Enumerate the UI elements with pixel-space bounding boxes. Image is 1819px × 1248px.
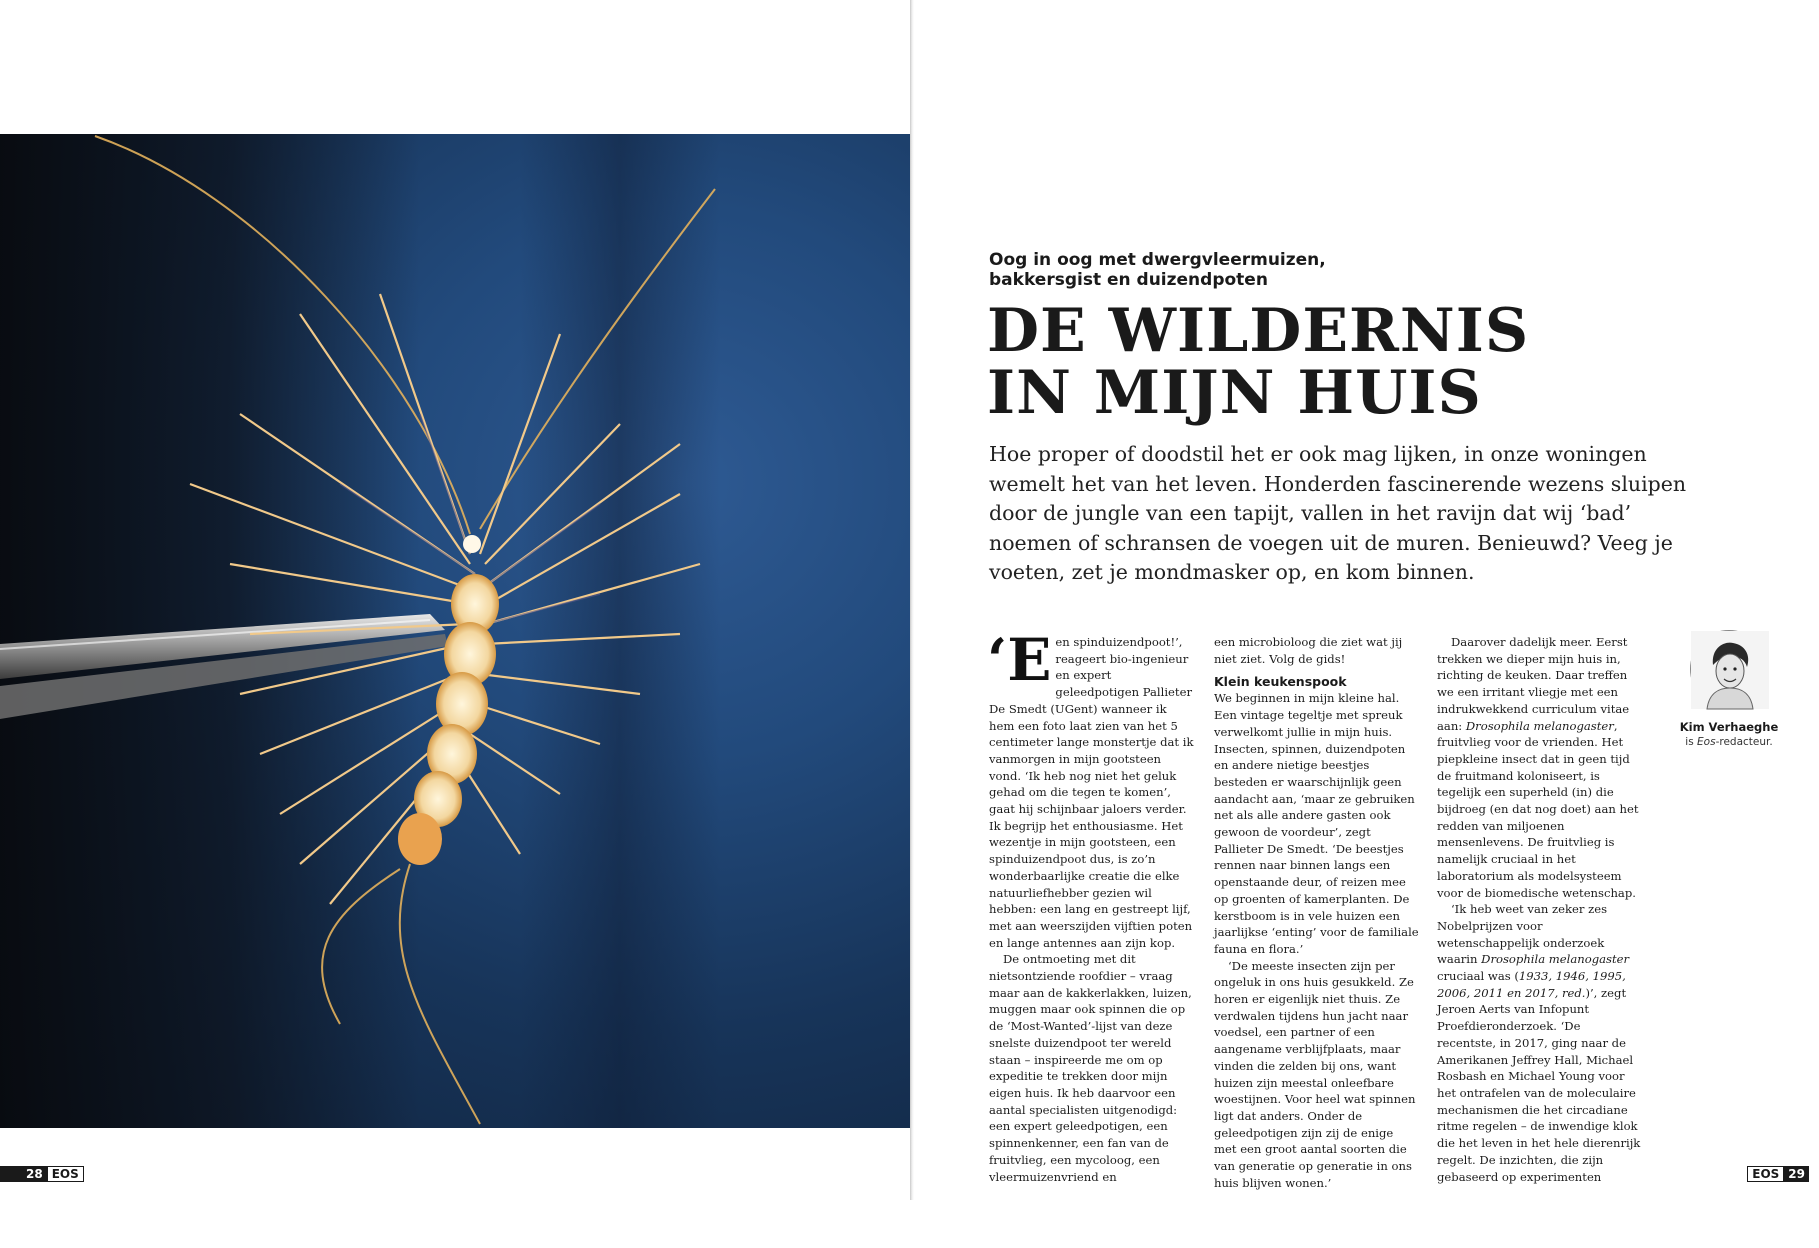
body-column-1: [987, 626, 1194, 1185]
left-page: [0, 0, 910, 1246]
text-run: is: [1685, 736, 1698, 748]
text-run: cruciaal was (: [1437, 969, 1519, 984]
folio-bar: [0, 1166, 22, 1182]
paragraph: [1437, 634, 1642, 901]
tweezers: [0, 614, 448, 719]
paragraph: een microbioloog die ziet wat jij niet ziet. Volg de gids!: [1214, 635, 1403, 666]
avatar: [1690, 630, 1768, 708]
page-number: 28: [22, 1166, 47, 1182]
right-page: [914, 0, 1819, 1200]
paragraph: [987, 626, 1194, 951]
magazine-name: EOS: [47, 1166, 84, 1182]
magazine-name: EOS: [1747, 1166, 1784, 1182]
author-box: [1654, 630, 1804, 748]
drop-cap: ‘E: [987, 626, 1052, 694]
italic-run: 1933, 1946, 1995, 2006, 2011 en 2017, red.: [1437, 969, 1626, 1000]
paragraph-text: en spinduizendpoot!’, reageert bio-ingenieur en expert geleedpotigen Pallieter De Smedt (UGent) wanneer ik hem een foto laat zien van het 5 centimeter lange monstertje dat ik vanmorgen in mijn gootsteen vond. ‘Ik heb nog niet het geluk gehad om die tegen te komen’, gaat hij schijnbaar jaloers verder. Ik begrijp het enthousiasme. Het wezentje in mijn gootsteen, een spinduizendpoot dus, is zo’n wonderbaarlijke creatie die elke natuurliefhebber gezien wil hebben: een lang en gestreept lijf, met aan weerszijden vijftien poten en lange antennes aan zijn kop.: [989, 635, 1194, 950]
italic-run: Drosophila melanogaster: [1481, 952, 1630, 967]
headline: [987, 296, 1687, 428]
centipede-body: [398, 535, 499, 865]
author-portrait-icon: [1691, 631, 1769, 709]
italic-run: Drosophila melanogaster: [1465, 718, 1614, 733]
author-name: Kim Verhaeghe: [1679, 720, 1779, 734]
headline-line-2: IN MIJN HUIS: [987, 358, 1482, 428]
text-run: ‘Ik heb weet van zeker zes Nobelprijzen voor wetenschappelijk onderzoek waarin: [1437, 902, 1608, 967]
paragraph: We beginnen in mijn kleine hal. Een vintage tegeltje met spreuk verwelkomt jullie in mijn huis. Insecten, spinnen, duizendpoten en andere nietige beestjes besteden er waarschijnlijk geen aandacht aan, ‘maar ze gebruiken net als alle andere gasten ook gewoon de voordeur’, zegt Pallieter De Smedt. ‘De beestjes rennen naar binnen langs een openstaande deur, of reizen mee op groenten of kamerplanten. De kerstboom is in vele huizen een jaarlijkse ‘enting’ voor de familiale fauna en flora.’: [1214, 691, 1419, 956]
author-role: [1654, 736, 1804, 748]
paragraph: De ontmoeting met dit nietsontziende roofdier – vraag maar aan de kakkerlakken, luizen, muggen maar ook spinnen die op de ‘Most-Wanted’-lijst van deze snelste duizendpoot ter wereld staan – inspireerde me om op expeditie te trekken door mijn eigen huis. Ik heb daarvoor een aantal specialisten uitgenodigd: een expert geleedpotigen, een spinnenkenner, een fan van de fruitvlieg, een mycoloog, een vleermuizenvriend en: [989, 952, 1192, 1184]
page-number: 29: [1784, 1166, 1809, 1182]
lede: Hoe proper of doodstil het er ook mag lijken, in onze woningen wemelt het van het leven. Honderden fascinerende wezens sluipen door de jungle van een tapijt, vallen in het ravijn dat wij ‘bad’ noemen of schransen de voegen uit de muren. Benieuwd? Veeg je voeten, zet je mondmasker op, en kom binnen.: [989, 442, 1687, 584]
text-run: , fruitvlieg voor de vrienden. Het piepkleine insect dat in geen tijd de fruitmand koloniseert, is tegelijk een superheld (in) die bijdroeg (en dat nog doet) aan het redden van miljoenen mensenlevens. De fruitvlieg is namelijk cruciaal in het laboratorium als modelsysteem voor de biomedische wetenschap.: [1437, 718, 1639, 900]
folio-left: [0, 1166, 84, 1182]
text-run: -redacteur.: [1715, 736, 1773, 748]
paragraph: ‘De meeste insecten zijn per ongeluk in ons huis gesukkeld. Ze horen er eigenlijk niet thuis. Ze verdwalen tijdens hun jacht naar voedsel, een partner of een aangename verblijfplaats, maar vinden die zelden bij ons, want huizen zijn meestal onleefbare woestijnen. Voor heel wat spinnen ligt dat anders. Onder de geleedpotigen zijn zij de enige met een groot aantal soorten die van generatie op generatie in ons huis blijven wonen.’: [1214, 958, 1416, 1190]
paragraph: [1437, 901, 1642, 1185]
headline-line-1: DE WILDERNIS: [987, 296, 1530, 366]
folio-right: [1747, 1166, 1809, 1182]
kicker: Oog in oog met dwergvleermuizen, bakkersgist en duizendpoten: [989, 250, 1326, 290]
italic-run: Eos: [1697, 736, 1716, 748]
subheading: Klein keukenspook: [1214, 674, 1347, 690]
text-run: )’, zegt Jeroen Aerts van Infopunt Proefdieronderzoek. ‘De recentste, in 2017, ging naar de Amerikanen Jeffrey Hall, Michael Rosbash en Michael Young voor het ontrafelen van de moleculaire mechanismen die het circadiane ritme regelen – de inwendige klok die het leven in het hele dierenrijk regelt. De inzichten, die zijn gebaseerd op experimenten: [1437, 985, 1641, 1184]
photo-caption: De spinduizendpoot is een bijzonder roofdiertje dat jaagt op kakkerlakken, luizen, muggen en spinnen.: [62, 1181, 279, 1246]
centipede-illustration: [0, 134, 910, 1128]
body-column-2: [1214, 634, 1419, 1192]
body-column-3: [1437, 634, 1642, 1185]
text-run: Daarover dadelijk meer. Eerst trekken we dieper mijn huis in, richting de keuken. Daar treffen we een irritant vliegje met een indrukwekkend curriculum vitae aan:: [1437, 635, 1630, 733]
